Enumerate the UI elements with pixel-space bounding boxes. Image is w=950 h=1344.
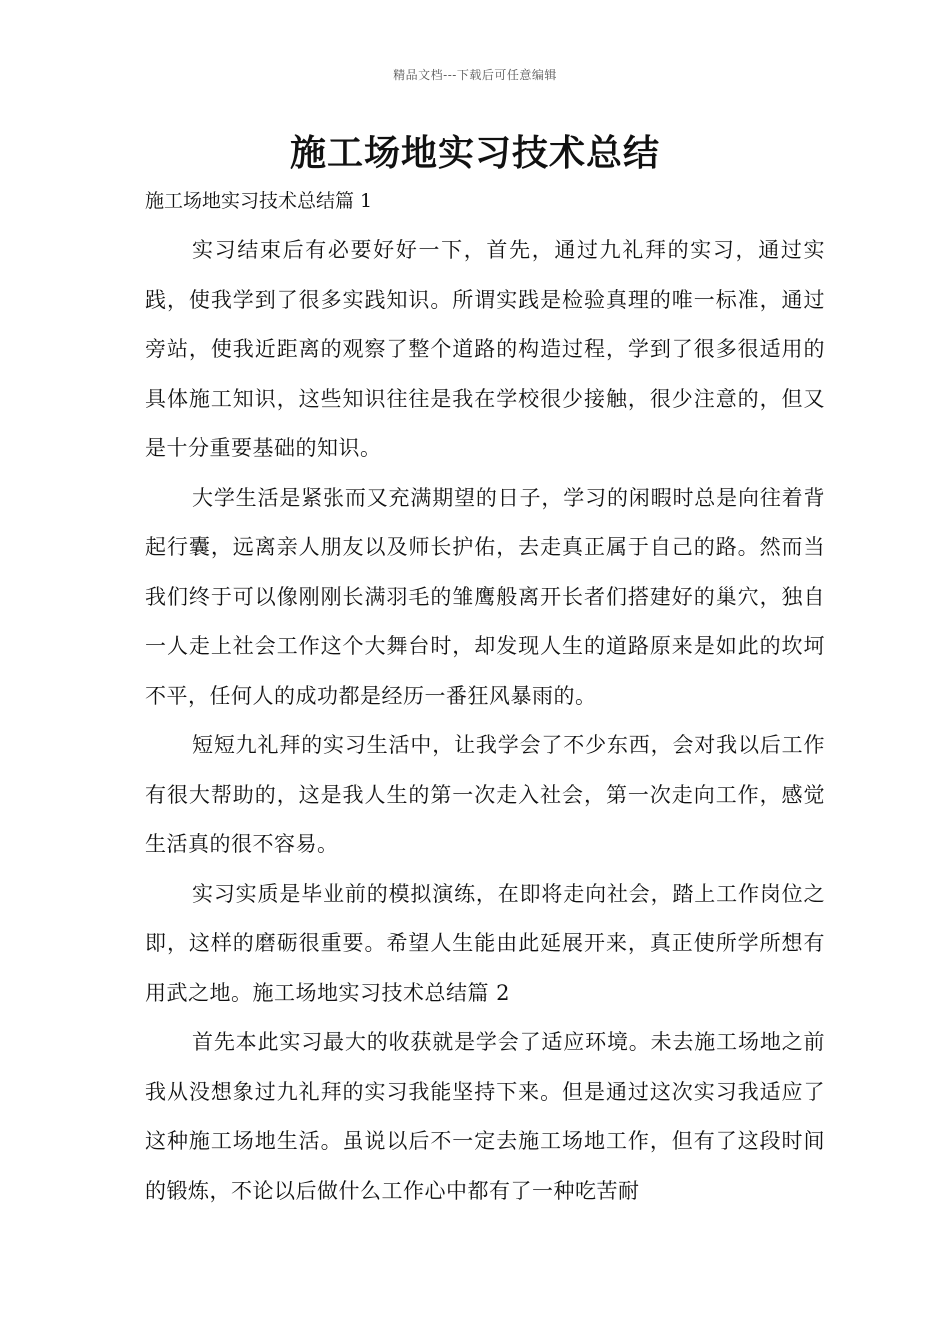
body-paragraph: 实习结束后有必要好好一下，首先，通过九礼拜的实习，通过实践，使我学到了很多实践知识。所谓实践是检验真理的唯一标准，通过旁站，使我近距离的观察了整个道路的构造过程，学到了很多很适用的具体施工知识，这些知识往往是我在学校很少接触，很少注意的，但又是十分重要基础的知识。 xyxy=(145,238,825,460)
document-body xyxy=(145,226,825,1216)
document-title: 施工场地实习技术总结 xyxy=(289,132,660,174)
body-paragraph: 短短九礼拜的实习生活中，让我学会了不少东西，会对我以后工作有很大帮助的，这是我人生的第一次走入社会，第一次走向工作，感觉生活真的很不容易。 xyxy=(145,733,825,856)
section-heading: 施工场地实习技术总结篇 1 xyxy=(145,190,373,212)
body-paragraph: 大学生活是紧张而又充满期望的日子，学习的闲暇时总是向往着背起行囊，远离亲人朋友以及师长护佑，去走真正属于自己的路。然而当我们终于可以像刚刚长满羽毛的雏鹰般离开长者们搭建好的巢穴，独自一人走上社会工作这个大舞台时，却发现人生的道路原来是如此的坎坷不平，任何人的成功都是经历一番狂风暴雨的。 xyxy=(145,485,825,708)
body-paragraph: 实习实质是毕业前的模拟演练，在即将走向社会，踏上工作岗位之即，这样的磨砺很重要。希望人生能由此延展开来，真正使所学所想有用武之地。施工场地实习技术总结篇 2 xyxy=(145,881,825,1005)
header-note: 精品文档---下载后可任意编辑 xyxy=(393,68,557,82)
body-paragraph: 首先本此实习最大的收获就是学会了适应环境。未去施工场地之前我从没想象过九礼拜的实习我能坚持下来。但是通过这次实习我适应了这种施工场地生活。虽说以后不一定去施工场地工作，但有了这段时间的锻炼，不论以后做什么工作心中都有了一种吃苦耐 xyxy=(145,1030,825,1203)
